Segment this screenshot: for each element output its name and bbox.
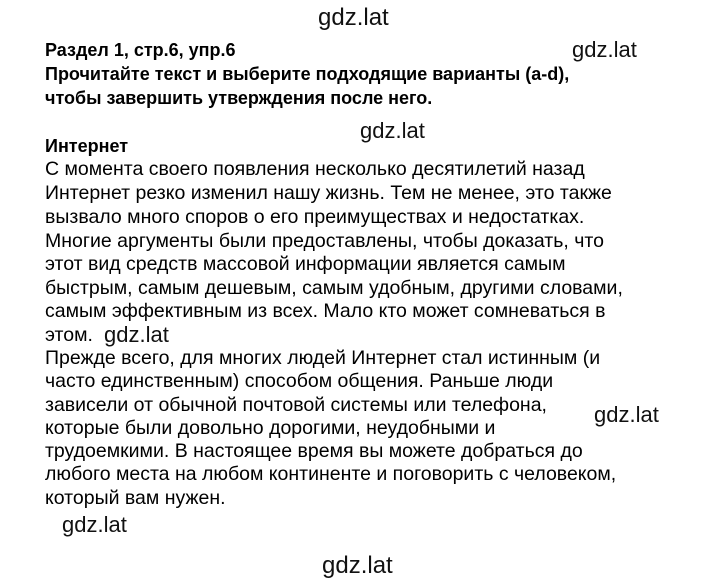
article-line: Многие аргументы были предоставлены, чтобы доказать, что [45,230,604,252]
article-line: Интернет резко изменил нашу жизнь. Тем не менее, это также [45,182,612,204]
article-line: которые были довольно дорогими, неудобными и [45,417,496,439]
article-line: С момента своего появления несколько десятилетий назад [45,158,585,180]
exercise-reference: Раздел 1, стр.6, упр.6 [45,40,236,60]
watermark-header-right: gdz.lat [572,37,637,62]
article-line: трудоемкими. В настоящее время вы можете добраться до [45,440,583,462]
article-line: любого места на любом континенте и поговорить с человеком, [45,463,617,485]
instruction-line-2: чтобы завершить утверждения после него. [45,88,433,108]
watermark-bottom-left: gdz.lat [62,512,127,537]
watermark-mid: gdz.lat [360,118,425,143]
watermark-bottom: gdz.lat [322,552,393,579]
article-line: зависели от обычной почтовой системы или телефона, [45,394,547,416]
watermark-left: gdz.lat [104,322,169,347]
instruction-line-1: Прочитайте текст и выберите подходящие варианты (a-d), [45,64,570,84]
article-line: быстрым, самым дешевым, самым удобным, другими словами, [45,277,623,299]
article-title: Интернет [45,136,129,156]
article-line: часто единственным) способом общения. Раньше люди [45,370,554,392]
article-line: этот вид средств массовой информации является самым [45,253,566,275]
article-line: вызвало много споров о его преимуществах и недостатках. [45,206,585,228]
article-line: Прежде всего, для многих людей Интернет стал истинным (и [45,347,601,369]
article-line: самым эффективным из всех. Мало кто может сомневаться в [45,300,606,322]
article-line: который вам нужен. [45,487,226,509]
watermark-top: gdz.lat [318,4,389,31]
watermark-right: gdz.lat [594,402,659,427]
article-line: этом. [45,324,93,346]
